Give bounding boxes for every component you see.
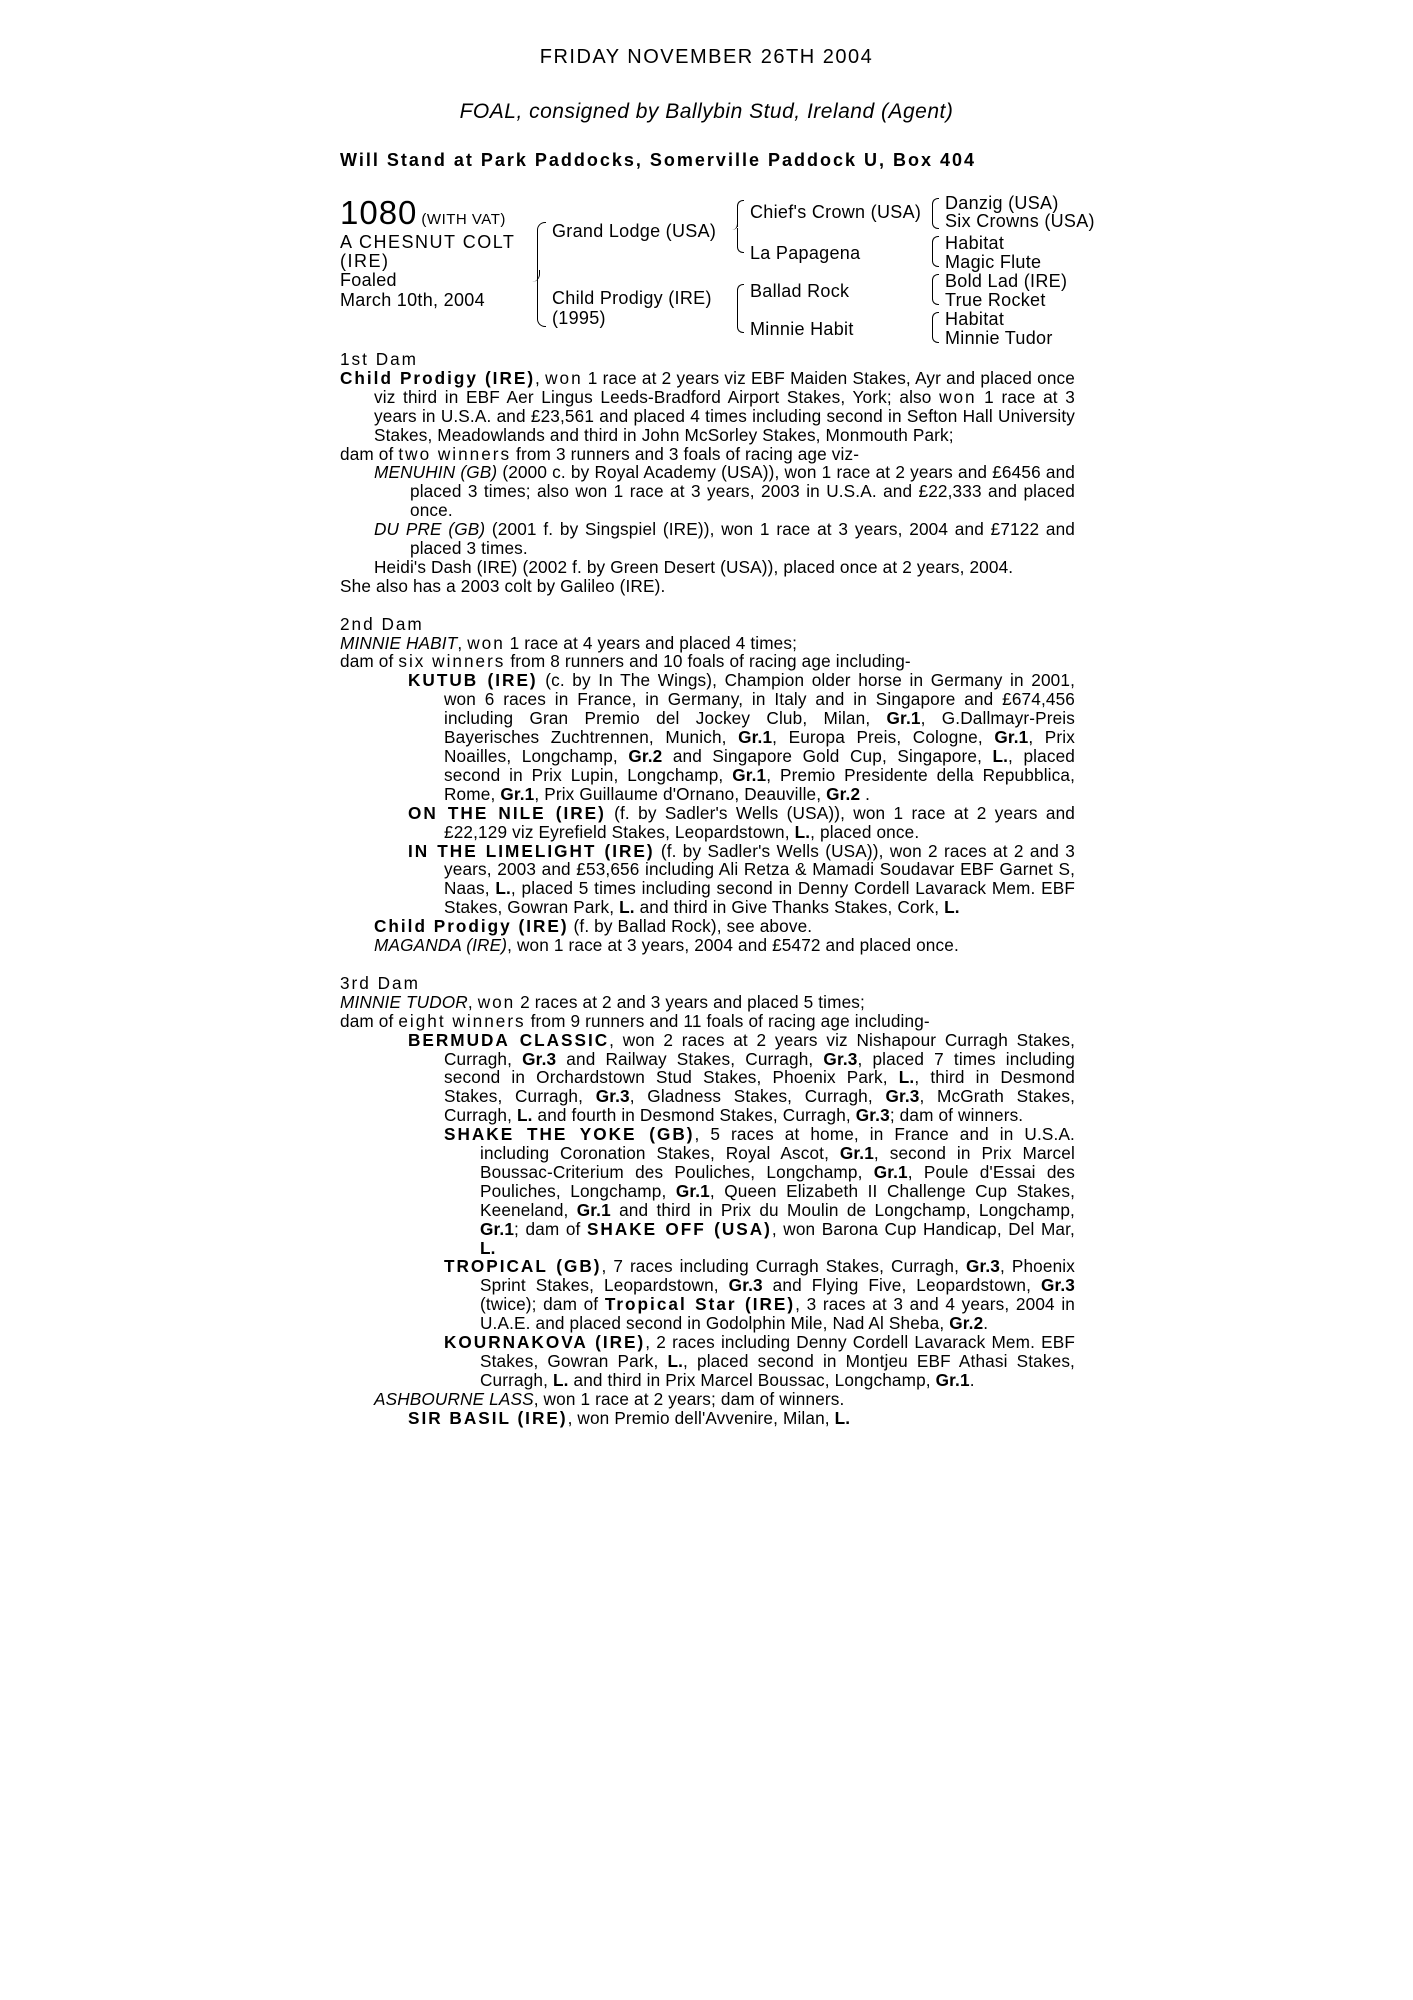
brace-gen3-1b — [932, 214, 939, 229]
produce-in-the-limelight: IN THE LIMELIGHT (IRE) (f. by Sadler's Wells (USA)), won 2 races at 2 and 3 years, 2003 and £53,656 including Ali Retza & Mamadi Soudavar EBF Garnet S, Naas, L., placed 5 times including second in Denny Cordell Lavarack Mem. EBF Stakes, Gowran Park, L. and third in Give Thanks Stakes, Cork, L. — [408, 840, 1075, 918]
dd-dam: Minnie Tudor — [945, 328, 1053, 348]
brace-dam-bottom — [737, 306, 744, 333]
first-dam-heading: 1st Dam — [340, 349, 418, 369]
brace-gen3-4b — [932, 328, 939, 343]
brace-sire-top — [737, 200, 744, 227]
produce-note: She also has a 2003 colt by Galileo (IRE). — [340, 575, 666, 596]
produce-du-pre: DU PRE (GB) (2001 f. by Singspiel (IRE)), won 1 race at 3 years, 2004 and £7122 and placed 3 times. — [374, 519, 1075, 559]
produce-bermuda-classic: BERMUDA CLASSIC, won 2 races at 2 years viz Nishapour Curragh Stakes, Curragh, Gr.3 and Railway Stakes, Curragh, Gr.3, placed 7 times including second in Orchardstown Stud Stakes, Phoenix Park, L., third in Desmond Stakes, Curragh, Gr.3, Gladness Stakes, Curragh, Gr.3, McGrath Stakes, Curragh, L. and fourth in Desmond Stakes, Curragh, Gr.3; dam of winners. — [408, 1029, 1076, 1126]
lot-country: (IRE) — [340, 251, 390, 271]
brace-gen3-2a — [932, 236, 939, 253]
third-dam-record: MINNIE TUDOR, won 2 races at 2 and 3 years and placed 5 times; — [340, 991, 865, 1012]
produce-sir-basil: SIR BASIL (IRE), won Premio dell'Avvenire, Milan, L. — [408, 1407, 851, 1428]
first-dam-produce-summary: dam of two winners from 3 runners and 3 foals of racing age viz- — [340, 443, 860, 464]
brace-gen3-4a — [932, 312, 939, 329]
sire-dam: La Papagena — [750, 243, 861, 263]
ds-sire: Bold Lad (IRE) — [945, 271, 1068, 291]
third-dam-produce-summary: dam of eight winners from 9 runners and 11 foals of racing age including- — [340, 1010, 930, 1031]
produce-kutub: KUTUB (IRE) (c. by In The Wings), Champion older horse in Germany in 2001, won 6 races in France, in Germany, in Italy and in Singapore and £674,456 including Gran Premio del Jockey Club, Milan, Gr.1, G.Dallmayr-Preis Bayerisches Zuchtrennen, Munich, Gr.1, Europa Preis, Cologne, Gr.1, Prix Noailles, Longchamp, Gr.2 and Singapore Gold Cup, Singapore, L., placed second in Prix Lupin, Longchamp, Gr.1, Premio Presidente della Repubblica, Rome, Gr.1, Prix Guillaume d'Ornano, Deauville, Gr.2 . — [408, 670, 1076, 804]
stand-location: Will Stand at Park Paddocks, Somerville Paddock U, Box 404 — [340, 150, 977, 170]
dam-year: (1995) — [552, 308, 606, 328]
brace-gen3-3a — [932, 274, 939, 291]
brace-sire-bottom — [737, 228, 744, 253]
ss-sire: Danzig (USA) — [945, 193, 1059, 213]
produce-heidis-dash: Heidi's Dash (IRE) (2002 f. by Green Desert (USA)), placed once at 2 years, 2004. — [374, 556, 1014, 577]
dd-sire: Habitat — [945, 309, 1005, 329]
produce-child-prodigy: Child Prodigy (IRE) (f. by Ballad Rock), see above. — [374, 916, 813, 937]
produce-ashbourne-lass: ASHBOURNE LASS, won 1 race at 2 years; dam of winners. — [374, 1388, 845, 1409]
produce-menuhin: MENUHIN (GB) (2000 c. by Royal Academy (USA)), won 1 race at 2 years and £6456 and placed 3 times; also won 1 race at 3 years, 2003 in U.S.A. and £22,333 and placed once. — [374, 462, 1075, 521]
first-dam-record: Child Prodigy (IRE), won 1 race at 2 years viz EBF Maiden Stakes, Ayr and placed once viz third in EBF Aer Lingus Leeds-Bradford Airport Stakes, York; also won 1 race at 3 years in U.S.A. and £23,561 and placed 4 times including second in Sefton Hall University Stakes, Meadowlands and third in John McSorley Stakes, Monmouth Park; — [340, 367, 1075, 445]
produce-maganda: MAGANDA (IRE), won 1 race at 3 years, 2004 and £5472 and placed once. — [374, 935, 959, 956]
brace-gen3-3b — [932, 290, 939, 305]
sire-name: Grand Lodge (USA) — [552, 221, 717, 241]
sale-date: FRIDAY NOVEMBER 26TH 2004 — [539, 46, 874, 68]
third-dam-heading: 3rd Dam — [340, 972, 420, 993]
sd-dam: Magic Flute — [945, 252, 1042, 272]
consignor-line: FOAL, consigned by Ballybin Stud, Ireland (Agent) — [459, 100, 954, 123]
pedigree-notes — [340, 350, 1075, 1428]
lot-description: A CHESNUT COLT — [340, 232, 516, 252]
dam-name: Child Prodigy (IRE) — [552, 288, 712, 308]
brace-gen3-2b — [932, 252, 939, 267]
produce-shake-the-yoke: SHAKE THE YOKE (GB), 5 races at home, in France and in U.S.A. including Coronation Stakes, Royal Ascot, Gr.1, second in Prix Marcel Boussac-Criterium des Pouliches, Longchamp, Gr.1, Poule d'Essai des Pouliches, Longchamp, Gr.1, Queen Elizabeth II Challenge Cup Stakes, Keeneland, Gr.1 and third in Prix du Moulin de Longchamp, Longchamp, Gr.1; dam of SHAKE OFF (USA), won Barona Cup Handicap, Del Mar, L. — [444, 1124, 1075, 1258]
vat-note: (WITH VAT) — [421, 211, 506, 228]
second-dam-heading: 2nd Dam — [340, 613, 424, 634]
ds-dam: True Rocket — [945, 290, 1046, 310]
second-dam-produce-summary: dam of six winners from 8 runners and 10 foals of racing age including- — [340, 651, 911, 672]
produce-tropical: TROPICAL (GB), 7 races including Curragh Stakes, Curragh, Gr.3, Phoenix Sprint Stakes, Leopardstown, Gr.3 and Flying Five, Leopardstown, Gr.3 (twice); dam of Tropical Star (IRE), 3 races at 3 and 4 years, 2004 in U.A.E. and placed second in Godolphin Mile, Nad Al Sheba, Gr.2. — [444, 1256, 1075, 1334]
dam-dam: Minnie Habit — [750, 319, 854, 339]
dam-sire: Ballad Rock — [750, 281, 850, 301]
ss-dam: Six Crowns (USA) — [945, 211, 1095, 231]
brace-gen3-1a — [932, 198, 939, 215]
second-dam-record: MINNIE HABIT, won 1 race at 4 years and placed 4 times; — [340, 632, 798, 653]
foaled-date: March 10th, 2004 — [340, 290, 485, 310]
foaled-label: Foaled — [340, 270, 397, 290]
brace-main-bottom — [537, 280, 546, 327]
sd-sire: Habitat — [945, 233, 1005, 253]
lot-number: 1080 (WITH VAT) — [340, 194, 506, 231]
sire-sire: Chief's Crown (USA) — [750, 202, 922, 222]
brace-dam-top — [737, 284, 744, 307]
produce-kournakova: KOURNAKOVA (IRE), 2 races including Denny Cordell Lavarack Mem. EBF Stakes, Gowran Park, L., placed second in Montjeu EBF Athasi Stakes, Curragh, L. and third in Prix Marcel Boussac, Longchamp, Gr.1. — [444, 1332, 1076, 1390]
produce-on-the-nile: ON THE NILE (IRE) (f. by Sadler's Wells (USA)), won 1 race at 2 years and £22,129 viz Eyrefield Stakes, Leopardstown, L., placed once. — [408, 802, 1075, 842]
